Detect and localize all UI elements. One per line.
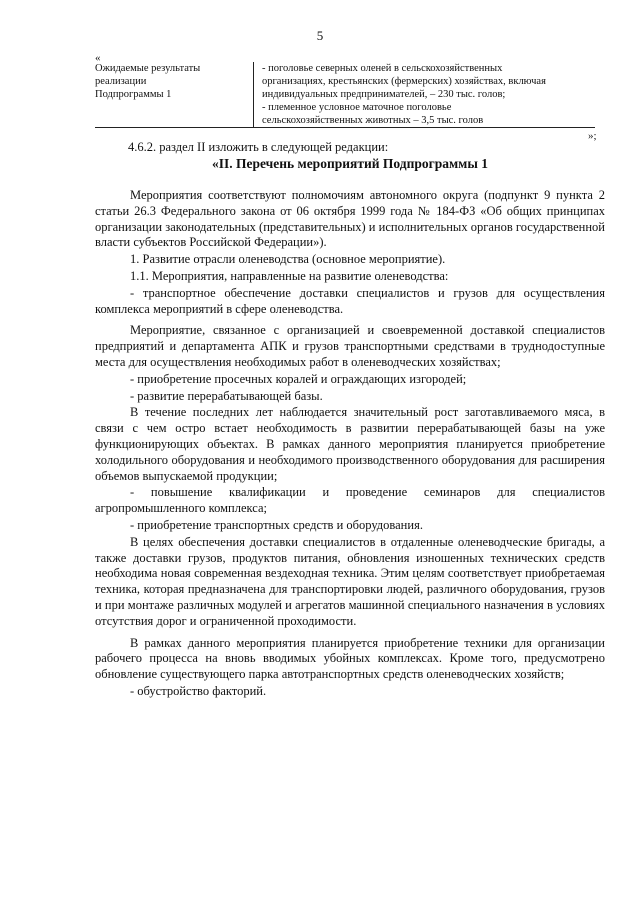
results-label-line: Подпрограммы 1 — [95, 89, 172, 100]
edit-instruction: 4.6.2. раздел II изложить в следующей редакции: — [128, 140, 389, 154]
paragraph: В течение последних лет наблюдается значительный рост заготавливаемого мяса, в связи с чем остро встает необходимость в развитии перерабатывающей базы на уже функционирующих объектах. В рамках данного мероприятия планируется приобретение холодильного оборудования и необходимого производственного оборудования для расширения объемов выпускаемой продукции; — [95, 405, 605, 483]
paragraph: - повышение квалификации и проведение семинаров для специалистов агропромышленного комплекса; — [95, 485, 605, 516]
paragraph: - приобретение просечных коралей и ограждающих изгородей; — [130, 371, 467, 386]
paragraph: В рамках данного мероприятия планируется приобретение техники для организации рабочего процесса на вновь вводимых убойных комплексах. Кроме того, предусмотрено обновление существующего парка автотранспортных средств оленеводческих хозяйств; — [95, 635, 605, 682]
expected-results-table — [95, 62, 595, 128]
paragraph: Мероприятия соответствуют полномочиям автономного округа (подпункт 9 пункта 2 статьи 26.3 Федерального закона от 06 октября 1999 года № 184-ФЗ «Об общих принципах организации законодательных (представительных) и исполнительных органов государственной власти субъектов Российской Федерации»). — [95, 188, 605, 250]
paragraph: - транспортное обеспечение доставки специалистов и грузов для осуществления комплекса мероприятий в сфере оленеводства. — [95, 285, 605, 316]
results-value-line: организациях, крестьянских (фермерских) хозяйствах, включая — [262, 76, 546, 87]
results-label-cell — [95, 62, 254, 128]
paragraph: - приобретение транспортных средств и оборудования. — [130, 517, 423, 532]
results-value-line: индивидуальных предпринимателей, – 230 тыс. голов; — [262, 89, 506, 100]
section-title: «II. Перечень мероприятий Подпрограммы 1 — [211, 156, 489, 171]
results-value-cell — [254, 62, 596, 128]
section-body — [95, 188, 605, 701]
paragraph: Мероприятие, связанное с организацией и своевременной доставкой специалистов предприятий и департамента АПК и грузов транспортными средствами в труднодоступные места для осуществления необходимых работ в оленеводческих хозяйствах; — [95, 323, 605, 369]
paragraph: 1. Развитие отрасли оленеводства (основное мероприятие). — [130, 252, 446, 267]
results-value-line: сельскохозяйственных животных – 3,5 тыс. голов — [262, 115, 484, 126]
closing-quote: »; — [588, 130, 597, 142]
paragraph: 1.1. Мероприятия, направленные на развитие оленеводства: — [130, 268, 449, 283]
page-number: 5 — [316, 28, 324, 43]
results-value-line: - поголовье северных оленей в сельскохозяйственных — [262, 63, 503, 74]
results-value-line: - племенное условное маточное поголовье — [262, 102, 452, 113]
paragraph: - обустройство факторий. — [130, 683, 267, 698]
results-label-line: Ожидаемые результаты — [95, 63, 201, 74]
results-label-line: реализации — [95, 76, 147, 87]
paragraph: - развитие перерабатывающей базы. — [130, 388, 323, 403]
paragraph: В целях обеспечения доставки специалистов в отдаленные оленеводческие бригады, а также доставки грузов, продуктов питания, обновления изношенных технических средств необходима новая современная вездеходная техника. Этим целям соответствует приобретаемая техника, которая предназначена для транспортировки людей, различного оборудования, грузов и при монтаже различных модулей и агрегатов машинной специального назначения в условиях отсутствия дорог и ограниченной проходимости. — [95, 534, 605, 628]
opening-quote: « — [95, 52, 101, 64]
